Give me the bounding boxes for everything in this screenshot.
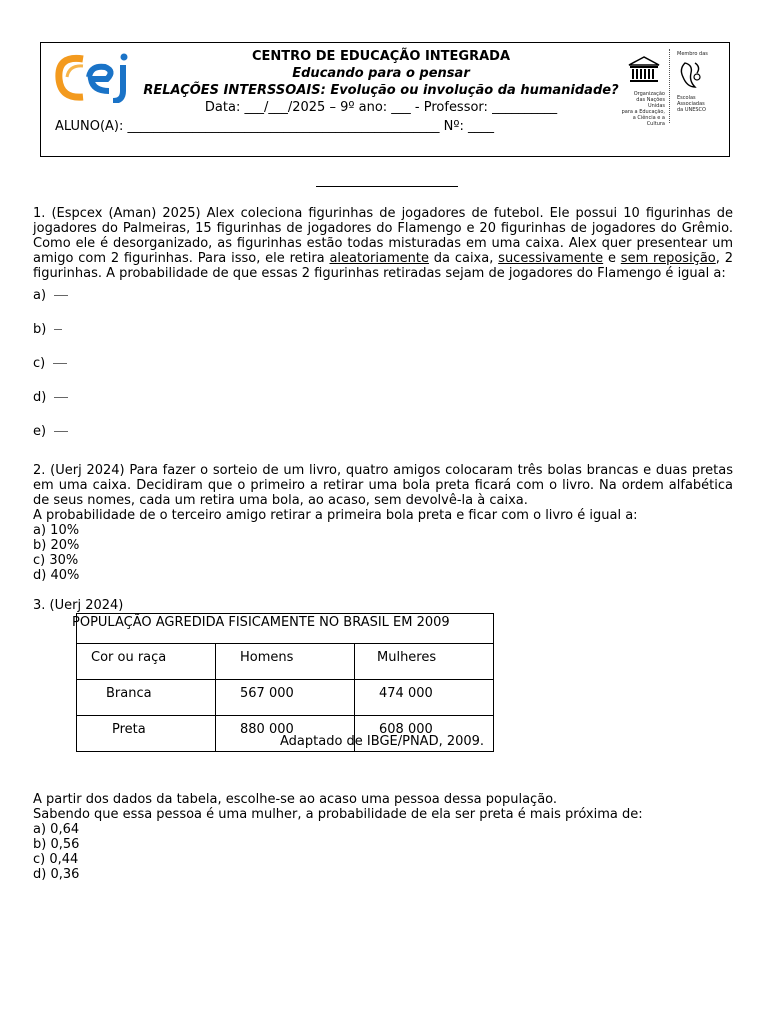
table-row [77, 680, 494, 716]
row-preta-label: Preta [112, 722, 146, 737]
q1-option-d[interactable] [33, 390, 68, 405]
q2-text: (Uerj 2024) Para fazer o sorteio de um livro, quatro amigos colocaram três bolas brancas e duas pretas em uma caixa. Decidiram que o primeiro a retirar uma bola preta ficará com o livro. Na ordem alfabética de seus nomes, cada um retira uma bola, ao acaso, sem devolvê-la à caixa. [33, 463, 733, 508]
q2-option-a[interactable]: a) 10% [33, 523, 80, 538]
q1-option-c-label: c) [33, 356, 46, 371]
q1-option-c[interactable] [33, 356, 67, 371]
row-branca-homens: 567 000 [240, 686, 294, 701]
question-2 [33, 463, 733, 508]
q3-option-c[interactable]: c) 0,44 [33, 852, 79, 867]
table-title: POPULAÇÃO AGREDIDA FISICAMENTE NO BRASIL EM 2009 [72, 615, 450, 630]
q3-option-d[interactable]: d) 0,36 [33, 867, 80, 882]
q1-underline-noreplace: sem reposição [620, 251, 716, 266]
q3-option-a[interactable]: a) 0,64 [33, 822, 80, 837]
unesco-temple-icon [627, 55, 661, 85]
q1-option-b-label: b) [33, 322, 47, 337]
header-cor-raca: Cor ou raça [91, 650, 167, 665]
q1-text-4: , 2 figurinhas. A probabilidade de que essas 2 figurinhas retiradas sejam de jogadores do Flamengo é igual a: [33, 251, 733, 281]
unesco-schools-icon [677, 59, 705, 91]
unesco-org-text: Organização das Nações Unidas para a Educação, a Ciência e a Cultura [621, 91, 665, 127]
q1-option-b[interactable] [33, 322, 62, 337]
table-header-cell [77, 644, 216, 680]
q1-text-3: e [603, 251, 621, 266]
q3-source-label: (Uerj 2024) [49, 598, 124, 613]
population-table [72, 613, 494, 752]
q3-text-1: A partir dos dados da tabela, escolhe-se ao acaso uma pessoa dessa população. [33, 792, 558, 807]
q2-question: A probabilidade de o terceiro amigo retirar a primeira bola preta e ficar com o livro é igual a: [33, 508, 638, 523]
header-homens: Homens [240, 650, 294, 665]
fraction-mark [54, 397, 68, 398]
q2-number: 2. [33, 463, 46, 478]
svg-text:cei: cei [93, 102, 95, 103]
q3-option-b[interactable]: b) 0,56 [33, 837, 80, 852]
table-header-cell [355, 644, 494, 680]
separator-line [316, 186, 458, 187]
q1-text-1: (Espcex (Aman) 2025) Alex coleciona figurinhas de jogadores de futebol. Ele possui 10 figurinhas de jogadores do Palmeiras, 15 figurinhas de jogadores do Flamengo e 20 figurinhas de jogadores do Grêmio. Como ele é desorganizado, as figurinhas estão todas misturadas em uma caixa. Alex quer presentear um amigo com 2 figurinhas. Para isso, ele retira [33, 206, 733, 266]
q1-number: 1. [33, 206, 46, 221]
q1-underline-successive: sucessivamente [498, 251, 604, 266]
school-motto: Educando para o pensar [292, 66, 470, 81]
q1-text-2: da caixa, [428, 251, 499, 266]
q1-option-e[interactable] [33, 424, 68, 439]
school-name: CENTRO DE EDUCAÇÃO INTEGRADA [251, 49, 511, 64]
table-title-cell [72, 614, 494, 644]
header-box [40, 42, 730, 157]
fraction-mark [54, 295, 68, 296]
q3-text-2: Sabendo que essa pessoa é uma mulher, a probabilidade de ela ser preta é mais próxima de: [33, 807, 643, 822]
q3-number: 3. [33, 598, 46, 613]
unesco-schools-text: Escolas Associadas da UNESCO [677, 95, 706, 113]
row-branca-label: Branca [106, 686, 152, 701]
fraction-mark [54, 329, 62, 330]
q1-option-e-label: e) [33, 424, 47, 439]
row-branca-mulheres: 474 000 [379, 686, 433, 701]
q1-option-a-label: a) [33, 288, 47, 303]
q1-option-a[interactable] [33, 288, 68, 303]
table-header-cell [216, 644, 355, 680]
question-3-header [33, 598, 733, 613]
unesco-divider [669, 49, 670, 123]
header-mulheres: Mulheres [377, 650, 437, 665]
question-1 [33, 206, 733, 281]
student-line: ALUNO(A): ________________________________________________ Nº: ____ [55, 119, 495, 134]
table-source: Adaptado de IBGE/PNAD, 2009. [280, 734, 485, 749]
q2-option-c[interactable]: c) 30% [33, 553, 79, 568]
row-preta-homens: 880 000 [240, 722, 294, 737]
q1-option-d-label: d) [33, 390, 47, 405]
subject-title: RELAÇÕES INTERSSOAIS: Evolução ou involução da humanidade? [143, 83, 619, 98]
q2-option-b[interactable]: b) 20% [33, 538, 80, 553]
fraction-mark [53, 363, 67, 364]
unesco-member-label: Membro das [677, 51, 708, 57]
row-preta-mulheres: 608 000 [379, 722, 433, 737]
q1-underline-random: aleatoriamente [329, 251, 429, 266]
q2-option-d[interactable]: d) 40% [33, 568, 80, 583]
date-line: Data: ___/___/2025 – 9º ano: ___ - Professor: __________ [204, 100, 558, 115]
fraction-mark [54, 431, 68, 432]
